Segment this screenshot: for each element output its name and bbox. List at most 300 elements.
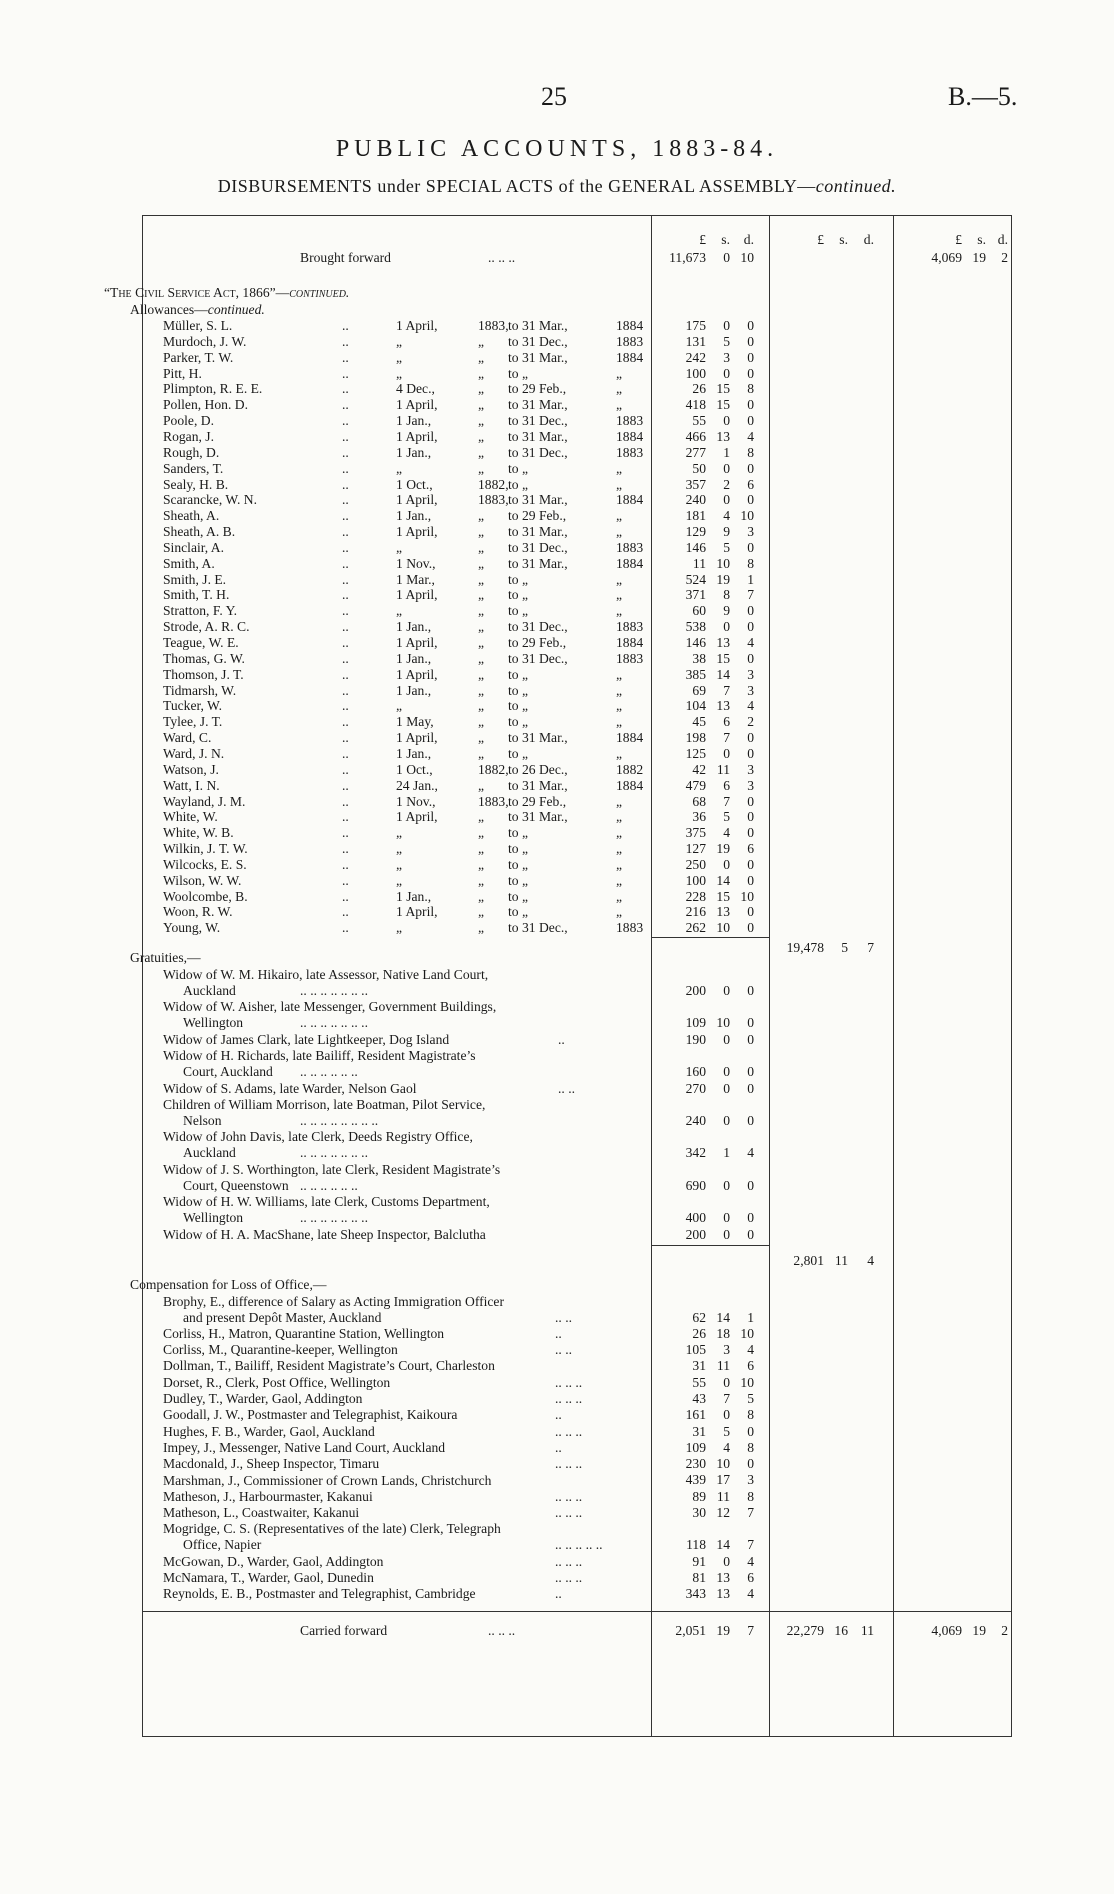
allowance-start-year: „: [478, 350, 485, 365]
allowance-dots: ..: [342, 318, 349, 333]
page-subtitle: DISBURSEMENTS under SPECIAL ACTS of the GENERAL ASSEMBLY—continued.: [217, 176, 897, 196]
allowance-start-year: 1883,: [478, 318, 509, 333]
gratuity-pounds: 270: [685, 1080, 706, 1096]
compensation-pence: 10: [740, 1375, 754, 1390]
allowance-start-date: „: [396, 350, 403, 365]
allowance-name: Tylee, J. T.: [163, 714, 223, 729]
allowance-dots: ..: [342, 667, 349, 682]
allowance-start-year: „: [478, 904, 485, 919]
allowance-start-year: „: [478, 366, 485, 381]
allowance-dots: ..: [342, 889, 349, 904]
allowance-start-year: „: [478, 381, 485, 396]
allowance-pence: 0: [747, 334, 754, 349]
allowance-pounds: 181: [685, 508, 706, 523]
allowance-start-date: „: [396, 825, 403, 840]
allowance-pence: 0: [747, 366, 754, 381]
allowance-end-year: „: [616, 381, 623, 396]
compensation-shillings: 0: [723, 1375, 730, 1390]
allowance-start-date: 1 April,: [396, 809, 438, 824]
gratuity-shillings: 0: [723, 1113, 730, 1128]
brought-forward-label: Brought forward: [300, 250, 391, 265]
allowance-start-year: „: [478, 667, 485, 682]
compensation-shillings: 14: [716, 1310, 730, 1325]
gratuity-dots: .. .. .. .. .. ..: [300, 1064, 358, 1080]
allowance-dots: ..: [342, 857, 349, 872]
gratuity-description: Children of William Morrison, late Boatman, Pilot Service,: [163, 1097, 486, 1112]
allowance-pounds: 38: [692, 651, 706, 666]
gratuity-pence: 0: [747, 1064, 754, 1080]
allowance-dots: ..: [342, 809, 349, 824]
allowance-end-year: 1884: [616, 350, 644, 365]
allowance-end-year: „: [616, 587, 623, 602]
gratuity-pence: 0: [747, 1226, 754, 1242]
allowance-shillings: 4: [723, 508, 730, 523]
allowance-end-date: to „: [508, 873, 529, 888]
allowance-pounds: 240: [685, 492, 706, 507]
carried-forward-dots: .. .. ..: [488, 1623, 516, 1638]
compensation-pence: 0: [747, 1456, 754, 1471]
compensation-shillings: 3: [723, 1342, 730, 1357]
allowance-shillings: 15: [716, 381, 730, 396]
allowance-end-date: to 29 Feb.,: [508, 794, 567, 809]
allowance-pounds: 175: [685, 318, 706, 333]
compensation-pounds: 161: [685, 1407, 706, 1422]
c1-header-shillings: s.: [721, 232, 730, 247]
allowance-end-year: 1883: [616, 540, 644, 555]
allowance-name: Pitt, H.: [163, 366, 202, 381]
allowance-pounds: 524: [685, 572, 706, 587]
allowance-start-year: „: [478, 524, 485, 539]
allowance-dots: ..: [342, 714, 349, 729]
allowance-start-year: 1882,: [478, 477, 509, 492]
allowance-shillings: 15: [716, 889, 730, 904]
allowance-shillings: 14: [716, 873, 730, 888]
allowance-shillings: 8: [723, 587, 730, 602]
allowance-name: Watson, J.: [163, 762, 219, 777]
allowance-dots: ..: [342, 762, 349, 777]
compensation-description-continued: Office, Napier: [183, 1537, 262, 1553]
gratuity-pounds: 690: [685, 1177, 706, 1193]
carried-forward-c1-pence: 7: [747, 1623, 754, 1638]
allowance-name: Wayland, J. M.: [163, 794, 246, 809]
compensation-dots: .. .. ..: [555, 1391, 583, 1406]
gratuity-description-continued: Auckland: [183, 1145, 236, 1161]
allowance-start-year: „: [478, 461, 485, 476]
compensation-description: Corliss, H., Matron, Quarantine Station, Wellington: [163, 1325, 445, 1341]
allowance-dots: ..: [342, 540, 349, 555]
allowance-start-year: „: [478, 714, 485, 729]
allowance-end-date: to „: [508, 667, 529, 682]
allowance-end-date: to 31 Dec.,: [508, 334, 568, 349]
allowance-end-date: to „: [508, 477, 529, 492]
allowance-start-date: „: [396, 920, 403, 935]
allowance-name: Tucker, W.: [163, 698, 223, 713]
allowance-end-date: to 31 Mar.,: [508, 318, 568, 333]
allowance-shillings: 13: [716, 698, 730, 713]
allowance-shillings: 19: [716, 841, 730, 856]
compensation-dots: .. ..: [555, 1342, 572, 1358]
allowance-dots: ..: [342, 492, 349, 507]
allowance-start-year: 1883,: [478, 794, 509, 809]
allowance-dots: ..: [342, 730, 349, 745]
allowance-pence: 3: [747, 683, 754, 698]
compensation-description: Matheson, J., Harbourmaster, Kakanui: [163, 1488, 373, 1504]
allowance-pence: 0: [747, 857, 754, 872]
allowance-name: Pollen, Hon. D.: [163, 397, 248, 412]
allowance-pounds: 60: [692, 603, 706, 618]
allowance-start-year: „: [478, 778, 485, 793]
allowance-start-date: „: [396, 540, 403, 555]
allowance-name: Thomas, G. W.: [163, 651, 245, 666]
gratuity-dots: .. .. .. .. .. .. .. ..: [300, 1113, 379, 1128]
allowance-pence: 0: [747, 492, 754, 507]
allowance-start-year: „: [478, 809, 485, 824]
compensation-pence: 6: [747, 1570, 754, 1585]
compensation-pence: 6: [747, 1358, 754, 1373]
compensation-pounds: 230: [685, 1456, 706, 1471]
compensation-pounds: 55: [692, 1375, 706, 1390]
allowance-dots: ..: [342, 603, 349, 618]
allowance-pounds: 198: [685, 730, 706, 745]
allowance-start-date: 1 April,: [396, 492, 438, 507]
allowance-pence: 4: [747, 698, 754, 713]
gratuity-shillings: 0: [723, 1080, 730, 1096]
gratuity-dots: .. .. .. .. .. .. ..: [300, 1015, 368, 1031]
carried-forward-c3-pounds: 4,069: [931, 1623, 962, 1638]
allowance-dots: ..: [342, 334, 349, 349]
gratuity-pence: 4: [747, 1145, 754, 1161]
compensation-pounds: 343: [685, 1586, 706, 1601]
allowance-pounds: 146: [685, 540, 706, 555]
document-code: B.—5.: [948, 82, 1018, 111]
allowance-pence: 10: [740, 508, 754, 523]
compensation-pounds: 89: [692, 1489, 706, 1504]
gratuity-pounds: 190: [685, 1031, 706, 1047]
allowance-end-date: to 31 Mar.,: [508, 778, 568, 793]
allowances-heading: Allowances—continued.: [130, 302, 265, 317]
allowance-name: Woon, R. W.: [163, 904, 233, 919]
compensation-shillings: 7: [723, 1391, 730, 1406]
gratuity-description-continued: Court, Auckland: [183, 1064, 273, 1080]
allowance-end-year: 1884: [616, 635, 644, 650]
allowance-end-date: to „: [508, 889, 529, 904]
allowance-dots: ..: [342, 381, 349, 396]
allowance-start-year: „: [478, 841, 485, 856]
allowance-name: Teague, W. E.: [163, 635, 239, 650]
allowance-name: Wilkin, J. T. W.: [163, 841, 248, 856]
allowances-rule: [651, 937, 769, 938]
allowance-end-date: to „: [508, 714, 529, 729]
allowance-start-date: 1 April,: [396, 587, 438, 602]
allowance-start-date: 4 Dec.,: [396, 381, 435, 396]
gratuities-rule: [651, 1245, 769, 1246]
gratuity-shillings: 0: [723, 983, 730, 998]
allowance-end-date: to 31 Dec.,: [508, 540, 568, 555]
gratuity-shillings: 0: [723, 1210, 730, 1226]
allowance-shillings: 7: [723, 730, 730, 745]
allowance-name: Scarancke, W. N.: [163, 492, 257, 507]
compensation-pence: 8: [747, 1489, 754, 1504]
allowance-end-year: 1883: [616, 619, 644, 634]
allowance-start-year: „: [478, 556, 485, 571]
allowance-end-date: to 31 Dec.,: [508, 651, 568, 666]
carried-forward-c2-pounds: 22,279: [786, 1623, 824, 1638]
allowance-pence: 0: [747, 920, 754, 935]
compensation-description: Hughes, F. B., Warder, Gaol, Auckland: [163, 1423, 375, 1439]
allowance-end-year: „: [616, 524, 623, 539]
allowance-pence: 0: [747, 873, 754, 888]
allowance-start-year: 1882,: [478, 762, 509, 777]
gratuity-pence: 0: [747, 1080, 754, 1096]
allowance-pounds: 242: [685, 350, 706, 365]
column-divider: [893, 215, 894, 1737]
page-title: PUBLIC ACCOUNTS, 1883-84.: [335, 136, 779, 162]
allowance-end-date: to 31 Dec.,: [508, 445, 568, 460]
compensation-pounds: 439: [685, 1472, 706, 1487]
allowance-end-year: „: [616, 667, 623, 682]
compensation-pounds: 109: [685, 1440, 706, 1455]
compensation-pounds: 91: [692, 1554, 706, 1569]
allowance-dots: ..: [342, 461, 349, 476]
allowance-end-year: „: [616, 746, 623, 761]
allowance-end-year: „: [616, 366, 623, 381]
compensation-dots: .. .. ..: [555, 1423, 583, 1439]
allowance-pence: 0: [747, 651, 754, 666]
allowance-pounds: 131: [685, 334, 706, 349]
allowance-pounds: 250: [685, 857, 706, 872]
allowance-shillings: 15: [716, 397, 730, 412]
allowance-pounds: 100: [685, 873, 706, 888]
allowance-pence: 3: [747, 762, 754, 777]
allowances-total-pounds: 19,478: [786, 940, 824, 955]
allowance-name: Sinclair, A.: [163, 540, 224, 555]
allowance-start-date: 1 April,: [396, 730, 438, 745]
allowance-dots: ..: [342, 524, 349, 539]
allowance-end-year: 1883: [616, 413, 644, 428]
allowance-pence: 0: [747, 413, 754, 428]
allowance-start-date: 1 April,: [396, 318, 438, 333]
compensation-shillings: 0: [723, 1554, 730, 1569]
allowance-start-date: 24 Jan.,: [396, 778, 438, 793]
brought-forward-c1-pounds: 11,673: [669, 250, 706, 265]
c3-header-shillings: s.: [977, 232, 986, 247]
allowance-end-year: „: [616, 508, 623, 523]
compensation-pence: 4: [747, 1586, 754, 1601]
allowance-end-year: 1883: [616, 445, 644, 460]
allowance-start-year: „: [478, 619, 485, 634]
allowance-end-date: to 31 Mar.,: [508, 730, 568, 745]
allowance-dots: ..: [342, 778, 349, 793]
compensation-pence: 4: [747, 1554, 754, 1569]
brought-forward-c1-shillings: 0: [723, 250, 730, 265]
allowance-end-year: 1884: [616, 730, 644, 745]
compensation-pounds: 31: [692, 1424, 706, 1439]
compensation-pounds: 31: [692, 1358, 706, 1373]
allowance-pence: 0: [747, 318, 754, 333]
allowance-pounds: 45: [692, 714, 706, 729]
allowance-start-year: „: [478, 651, 485, 666]
allowance-pence: 8: [747, 556, 754, 571]
allowance-dots: ..: [342, 556, 349, 571]
allowance-start-year: „: [478, 889, 485, 904]
allowance-pounds: 69: [692, 683, 706, 698]
gratuity-pounds: 200: [685, 1226, 706, 1242]
allowance-end-date: to 29 Feb.,: [508, 381, 567, 396]
allowance-shillings: 0: [723, 413, 730, 428]
allowance-dots: ..: [342, 904, 349, 919]
gratuity-description-continued: Auckland: [183, 983, 236, 998]
allowance-start-year: „: [478, 635, 485, 650]
gratuity-pounds: 160: [685, 1064, 706, 1080]
allowance-dots: ..: [342, 683, 349, 698]
allowance-pence: 0: [747, 619, 754, 634]
allowance-end-year: „: [616, 873, 623, 888]
carried-forward-label: Carried forward: [300, 1623, 388, 1638]
c3-header-pence: d.: [997, 232, 1008, 247]
allowance-name: Tidmarsh, W.: [163, 683, 237, 698]
allowance-name: Smith, A.: [163, 556, 215, 571]
allowance-start-date: 1 April,: [396, 397, 438, 412]
allowance-start-date: 1 Nov.,: [396, 794, 436, 809]
allowance-end-year: „: [616, 683, 623, 698]
c1-header-pence: d.: [743, 232, 754, 247]
allowance-start-date: 1 Jan.,: [396, 508, 432, 523]
compensation-pence: 10: [740, 1326, 754, 1341]
allowance-start-date: 1 April,: [396, 524, 438, 539]
allowance-name: White, W.: [163, 809, 218, 824]
allowance-end-year: „: [616, 603, 623, 618]
gratuity-pence: 0: [747, 1015, 754, 1031]
compensation-description: Dollman, T., Bailiff, Resident Magistrate’s Court, Charleston: [163, 1358, 495, 1374]
allowance-start-date: 1 Jan.,: [396, 413, 432, 428]
compensation-description: Mogridge, C. S. (Representatives of the late) Clerk, Telegraph: [163, 1521, 501, 1537]
allowance-end-year: „: [616, 397, 623, 412]
allowance-start-year: „: [478, 445, 485, 460]
allowances-total-shillings: 5: [841, 940, 848, 955]
compensation-pence: 8: [747, 1407, 754, 1422]
allowance-start-year: „: [478, 429, 485, 444]
allowance-pounds: 538: [685, 619, 706, 634]
allowance-end-date: to „: [508, 587, 529, 602]
compensation-dots: ..: [555, 1407, 562, 1423]
gratuity-description: Widow of J. S. Worthington, late Clerk, Resident Magistrate’s: [163, 1161, 501, 1177]
allowance-pence: 0: [747, 809, 754, 824]
allowance-name: Watt, I. N.: [163, 778, 220, 793]
allowance-pence: 0: [747, 825, 754, 840]
allowance-pence: 0: [747, 397, 754, 412]
compensation-description: Matheson, L., Coastwaiter, Kakanui: [163, 1505, 360, 1521]
allowance-pounds: 55: [692, 413, 706, 428]
compensation-dots: .. .. ..: [555, 1553, 583, 1569]
gratuity-pounds: 109: [685, 1015, 706, 1031]
allowance-shillings: 5: [723, 334, 730, 349]
allowance-end-year: „: [616, 572, 623, 587]
allowance-start-year: „: [478, 587, 485, 602]
compensation-pounds: 118: [686, 1537, 706, 1552]
allowance-pounds: 11: [692, 556, 706, 571]
allowance-pounds: 42: [692, 762, 706, 777]
allowance-end-year: „: [616, 809, 623, 824]
allowance-pounds: 216: [685, 904, 706, 919]
allowance-pence: 0: [747, 746, 754, 761]
allowance-pounds: 100: [685, 366, 706, 381]
compensation-dots: .. .. .. .. ..: [555, 1537, 603, 1553]
allowance-start-year: „: [478, 825, 485, 840]
allowance-pence: 0: [747, 350, 754, 365]
compensation-dots: .. .. ..: [555, 1456, 583, 1472]
compensation-dots: .. .. ..: [555, 1505, 583, 1521]
allowance-name: Rogan, J.: [163, 429, 214, 444]
allowance-end-year: „: [616, 904, 623, 919]
allowance-shillings: 6: [723, 778, 730, 793]
column-divider: [769, 215, 770, 1737]
allowance-dots: ..: [342, 429, 349, 444]
allowance-end-date: to „: [508, 698, 529, 713]
allowance-end-year: 1883: [616, 920, 644, 935]
allowances-heading-continued: continued.: [207, 302, 265, 317]
compensation-dots: ..: [555, 1439, 562, 1455]
allowance-pounds: 68: [692, 794, 706, 809]
compensation-pence: 7: [747, 1537, 754, 1552]
allowance-start-date: 1 Oct.,: [396, 477, 433, 492]
allowance-dots: ..: [342, 477, 349, 492]
allowance-pence: 8: [747, 381, 754, 396]
allowance-end-date: to „: [508, 841, 529, 856]
gratuity-shillings: 1: [723, 1145, 730, 1161]
carried-forward-c3-shillings: 19: [972, 1623, 986, 1638]
allowance-pounds: 26: [692, 381, 706, 396]
gratuity-pounds: 240: [685, 1113, 706, 1128]
allowance-pence: 0: [747, 603, 754, 618]
allowance-shillings: 0: [723, 857, 730, 872]
allowance-shillings: 0: [723, 492, 730, 507]
allowance-dots: ..: [342, 508, 349, 523]
allowance-pounds: 418: [685, 397, 706, 412]
allowance-start-year: „: [478, 540, 485, 555]
allowance-end-date: to „: [508, 904, 529, 919]
compensation-shillings: 11: [716, 1358, 730, 1373]
gratuity-dots: .. .. .. .. .. ..: [300, 1177, 358, 1193]
compensation-shillings: 5: [723, 1424, 730, 1439]
allowance-name: Sealy, H. B.: [163, 477, 229, 492]
gratuities-total-pence: 4: [867, 1253, 874, 1268]
allowance-end-year: „: [616, 794, 623, 809]
allowance-pounds: 375: [685, 825, 706, 840]
allowance-end-year: „: [616, 889, 623, 904]
compensation-shillings: 14: [716, 1537, 730, 1552]
allowance-shillings: 11: [716, 762, 730, 777]
allowance-start-date: „: [396, 334, 403, 349]
gratuity-description-continued: Court, Queenstown: [183, 1177, 289, 1193]
allowance-pence: 0: [747, 540, 754, 555]
gratuity-pence: 0: [747, 1210, 754, 1226]
allowance-dots: ..: [342, 651, 349, 666]
allowance-name: Murdoch, J. W.: [163, 334, 247, 349]
compensation-description: Goodall, J. W., Postmaster and Telegraphist, Kaikoura: [163, 1407, 458, 1423]
allowance-dots: ..: [342, 746, 349, 761]
gratuity-description: Widow of John Davis, late Clerk, Deeds Registry Office,: [163, 1129, 473, 1145]
allowance-dots: ..: [342, 698, 349, 713]
allowance-start-year: „: [478, 683, 485, 698]
allowance-start-date: 1 April,: [396, 635, 438, 650]
allowance-pounds: 129: [685, 524, 706, 539]
allowance-shillings: 13: [716, 429, 730, 444]
compensation-description: Impey, J., Messenger, Native Land Court, Auckland: [163, 1439, 446, 1455]
allowance-start-year: „: [478, 572, 485, 587]
compensation-description: Dudley, T., Warder, Gaol, Addington: [163, 1391, 363, 1406]
compensation-description: Reynolds, E. B., Postmaster and Telegraphist, Cambridge: [163, 1586, 476, 1602]
gratuity-dots: .. .. .. .. .. .. ..: [300, 983, 368, 998]
